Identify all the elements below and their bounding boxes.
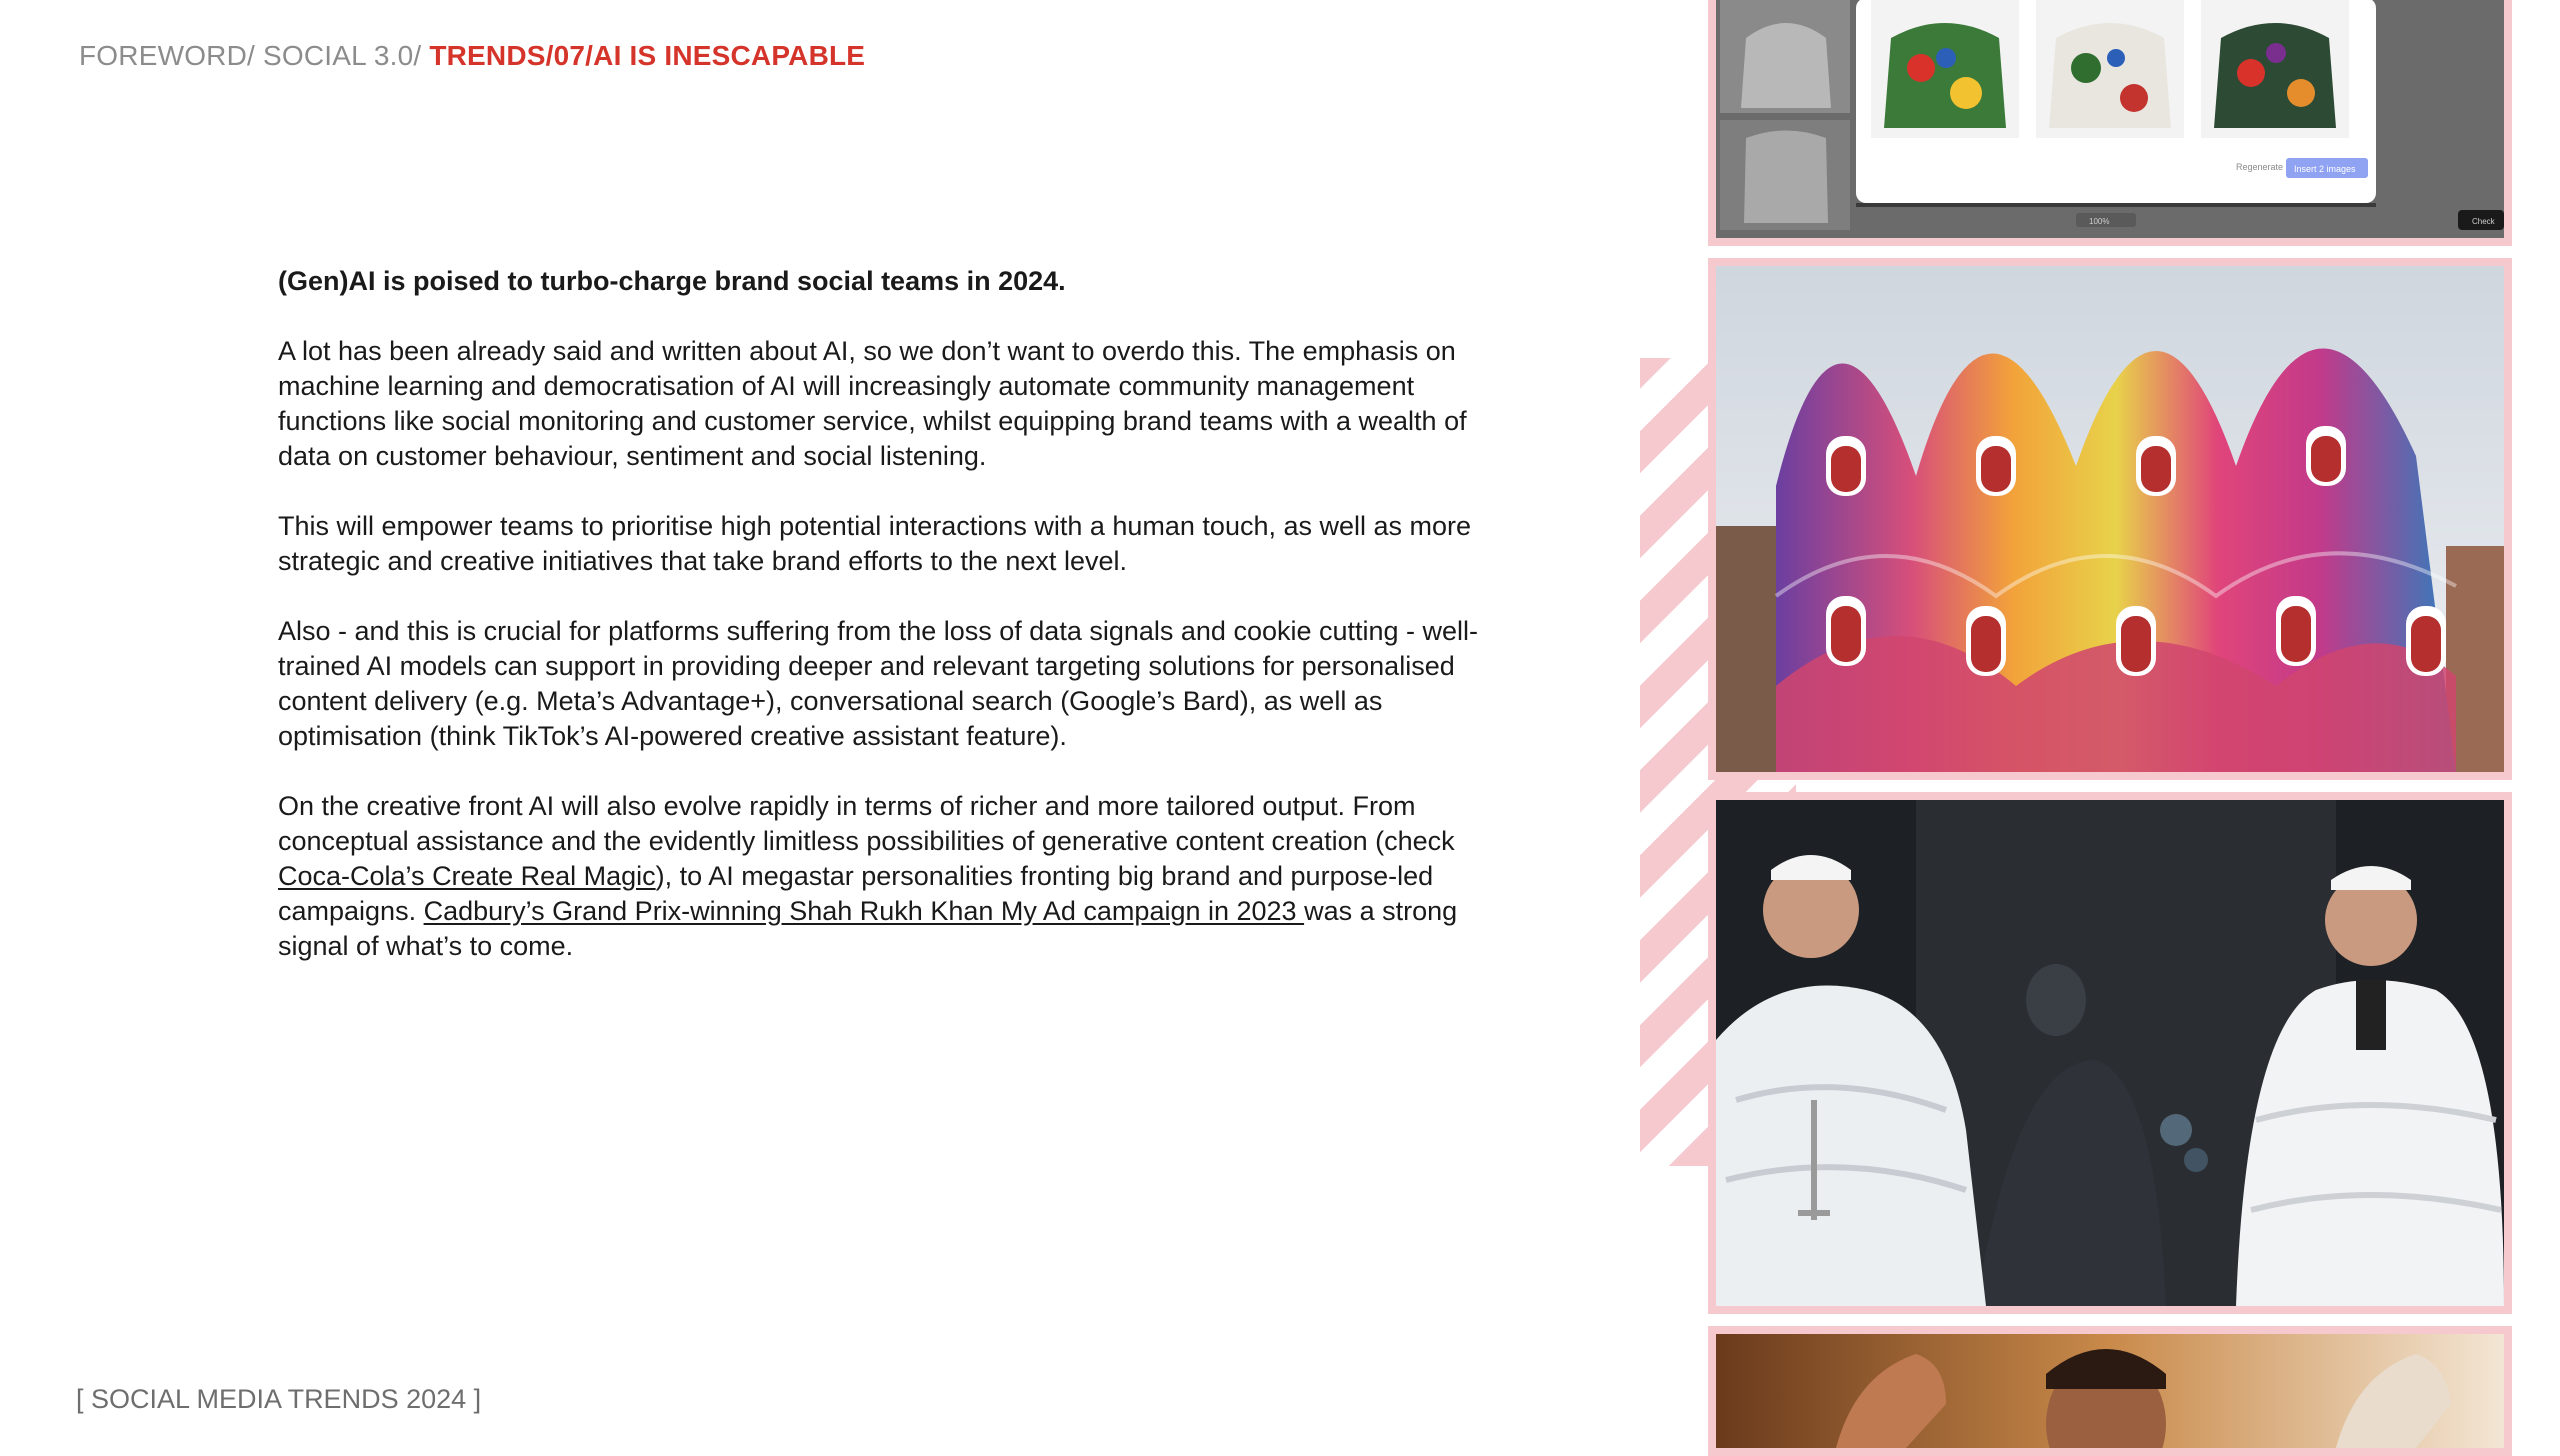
check-label: Check <box>2472 217 2495 226</box>
celebrity-ad-image <box>1708 1326 2512 1456</box>
ai-tool-screenshot-image <box>1708 0 2512 246</box>
paragraph-creative-front <box>278 789 1518 964</box>
ai-tool-illustration <box>1716 0 2504 238</box>
paragraph-creative-mid: ), to AI megastar personalities fronting big brand and purpose-led campaigns. <box>278 861 1434 926</box>
zoom-label: 100% <box>2089 217 2110 226</box>
breadcrumb-social[interactable]: SOCIAL 3.0/ <box>255 40 422 71</box>
paragraph-empower-teams: This will empower teams to prioritise high potential interactions with a human touch, as well as more strategic and creative initiatives that take brand efforts to the next level. <box>278 511 1472 576</box>
rainbow-building-illustration <box>1716 266 2504 772</box>
celebrity-ad-illustration <box>1716 1334 2504 1448</box>
rainbow-building-image <box>1708 258 2512 780</box>
paragraph-creative-start: On the creative front AI will also evolve rapidly in terms of richer and more tailored output. From conceptual assistance and the evidently limitless possibilities of generative content creation (check <box>278 791 1455 856</box>
article-body <box>278 264 1518 999</box>
regenerate-label: Regenerate <box>2236 162 2284 172</box>
cadbury-link[interactable]: Cadbury’s Grand Prix-winning Shah Rukh Khan My Ad campaign in 2023 <box>423 896 1305 926</box>
lead-paragraph: (Gen)AI is poised to turbo-charge brand social teams in 2024. <box>278 266 1066 296</box>
breadcrumb-foreword[interactable]: FOREWORD/ <box>79 40 256 71</box>
footer-tag: [ SOCIAL MEDIA TRENDS 2024 ] <box>76 1384 482 1414</box>
puffer-coat-illustration <box>1716 800 2504 1306</box>
coca-cola-link[interactable]: Coca-Cola’s Create Real Magic <box>278 861 656 891</box>
breadcrumb <box>79 40 865 72</box>
paragraph-ai-automation: A lot has been already said and written about AI, so we don’t want to overdo this. The emphasis on machine learning and democratisation of AI will increasingly automate community management functions like social monitoring and customer service, whilst equipping brand teams with a wealth of data on customer behaviour, sentiment and social listening. <box>278 336 1467 471</box>
breadcrumb-current: TRENDS/07/AI IS INESCAPABLE <box>421 40 866 71</box>
puffer-coat-image <box>1708 792 2512 1314</box>
paragraph-targeting: Also - and this is crucial for platforms suffering from the loss of data signals and cookie cutting - well-trained AI models can support in providing deeper and relevant targeting solutions for personalised content delivery (e.g. Meta’s Advantage+), conversational search (Google’s Bard), as well as optimisation (think TikTok’s AI-powered creative assistant feature). <box>278 616 1479 751</box>
paragraph-creative-end: was a strong signal of what’s to come. <box>278 896 1458 961</box>
insert-images-label: Insert 2 images <box>2294 164 2356 174</box>
